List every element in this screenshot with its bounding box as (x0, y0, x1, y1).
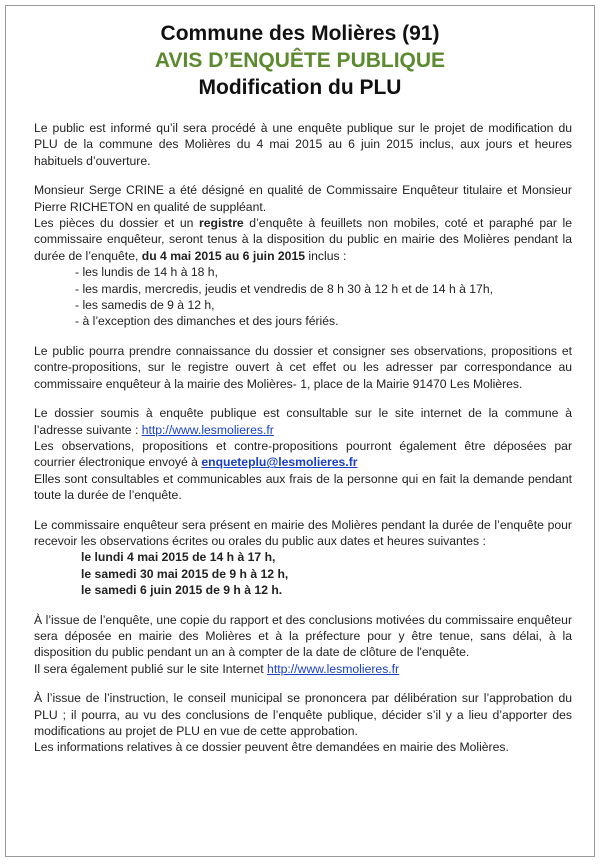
website-link[interactable]: http://www.lesmolieres.fr (141, 422, 274, 437)
permanence-dates-list (34, 549, 572, 598)
dossier-paragraph: Les pièces du dossier et un registre d’enquête à feuillets non mobiles, coté et paraphé par le commissaire enquêteur, seront tenus à la disposition du public en mairie des Molières pendant la durée de l’enquête, du 4 mai 2015 au 6 juin 2015 inclus : (34, 216, 573, 263)
commune-title: Commune des Molières (91) (160, 22, 440, 45)
list-item: - les samedis de 9 à 12 h, (75, 298, 215, 313)
commissioner-paragraph: Monsieur Serge CRINE a été désigné en qualité de Commissaire Enquêteur titulaire et Monsieur Pierre RICHETON en qualité de suppléant. (34, 183, 572, 214)
list-item: le samedi 6 juin 2015 de 9 h à 12 h. (81, 583, 283, 598)
list-item: - à l’exception des dimanches et des jours fériés. (75, 314, 339, 329)
list-item: - les lundis de 14 h à 18 h, (75, 265, 218, 280)
notice-body (6, 101, 594, 756)
observations-paragraph: Le public pourra prendre connaissance du dossier et consigner ses observations, propositions et contre-propositions, sur le registre ouvert à cet effet ou les adresser par correspondance au commissaire enquêteur à la mairie des Molières- 1, place de la Mairie 91470 Les Molières. (34, 343, 572, 391)
notice-page (5, 5, 595, 857)
email-link[interactable]: enqueteplu@lesmolieres.fr (201, 455, 358, 470)
report-paragraph: À l’issue de l’enquête, une copie du rapport et des conclusions motivées du commissaire enquêteur sera déposée en mairie des Molières et à la préfecture pour y être tenue, sans délai, à la disposition du public pendant un an à compter de la date de clôture de l'enquête. (34, 612, 572, 660)
intro-paragraph: Le public est informé qu’il sera procédé à une enquête publique sur le projet de modification du PLU de la commune des Molières du 4 mai 2015 au 6 juin 2015 inclus, aux jours et heures habituels d’ouverture. (34, 121, 572, 168)
list-item: - les mardis, mercredis, jeudis et vendredis de 8 h 30 à 12 h et de 14 h à 17h, (75, 281, 493, 296)
list-item: le samedi 30 mai 2015 de 9 h à 12 h, (81, 566, 289, 581)
report-publication: Il sera également publié sur le site Internet http://www.lesmolieres.fr (34, 661, 400, 676)
conclusion-paragraph: À l’issue de l’instruction, le conseil municipal se prononcera par délibération sur l’approbation du PLU ; il pourra, au vu des conclusions de l’enquête publique, décider s’il y a lieu d’apporter des modifications au projet de PLU en vue de cette approbation. (34, 691, 572, 738)
website-link-2[interactable]: http://www.lesmolieres.fr (267, 661, 400, 676)
presence-paragraph: Le commissaire enquêteur sera présent en mairie des Molières pendant la durée de l’enquête pour recevoir les observations écrites ou orales du public aux dates et heures suivantes : (34, 517, 572, 548)
registre-bold: registre (199, 216, 244, 231)
list-item: le lundi 4 mai 2015 de 14 h à 17 h, (81, 550, 276, 565)
consultable-paragraph: Elles sont consultables et communicables aux frais de la personne qui en fait la demande pendant toute la durée de l’enquête. (34, 471, 572, 503)
email-paragraph: Les observations, propositions et contre-propositions pourront également être déposées par courrier électronique envoyé à enqueteplu@lesmolieres.fr (34, 438, 572, 470)
notice-subtitle: AVIS D’ENQUÊTE PUBLIQUE (154, 49, 446, 72)
opening-hours-list (34, 264, 572, 330)
information-paragraph: Les informations relatives à ce dossier peuvent être demandées en mairie des Molières. (34, 740, 509, 755)
notice-header (6, 6, 594, 101)
online-paragraph: Le dossier soumis à enquête publique est consultable sur le site internet de la commune à l’adresse suivante : http://www.lesmolieres.fr (34, 406, 572, 437)
notice-heading: Modification du PLU (198, 76, 402, 99)
period-bold: du 4 mai 2015 au 6 juin 2015 (141, 248, 306, 263)
